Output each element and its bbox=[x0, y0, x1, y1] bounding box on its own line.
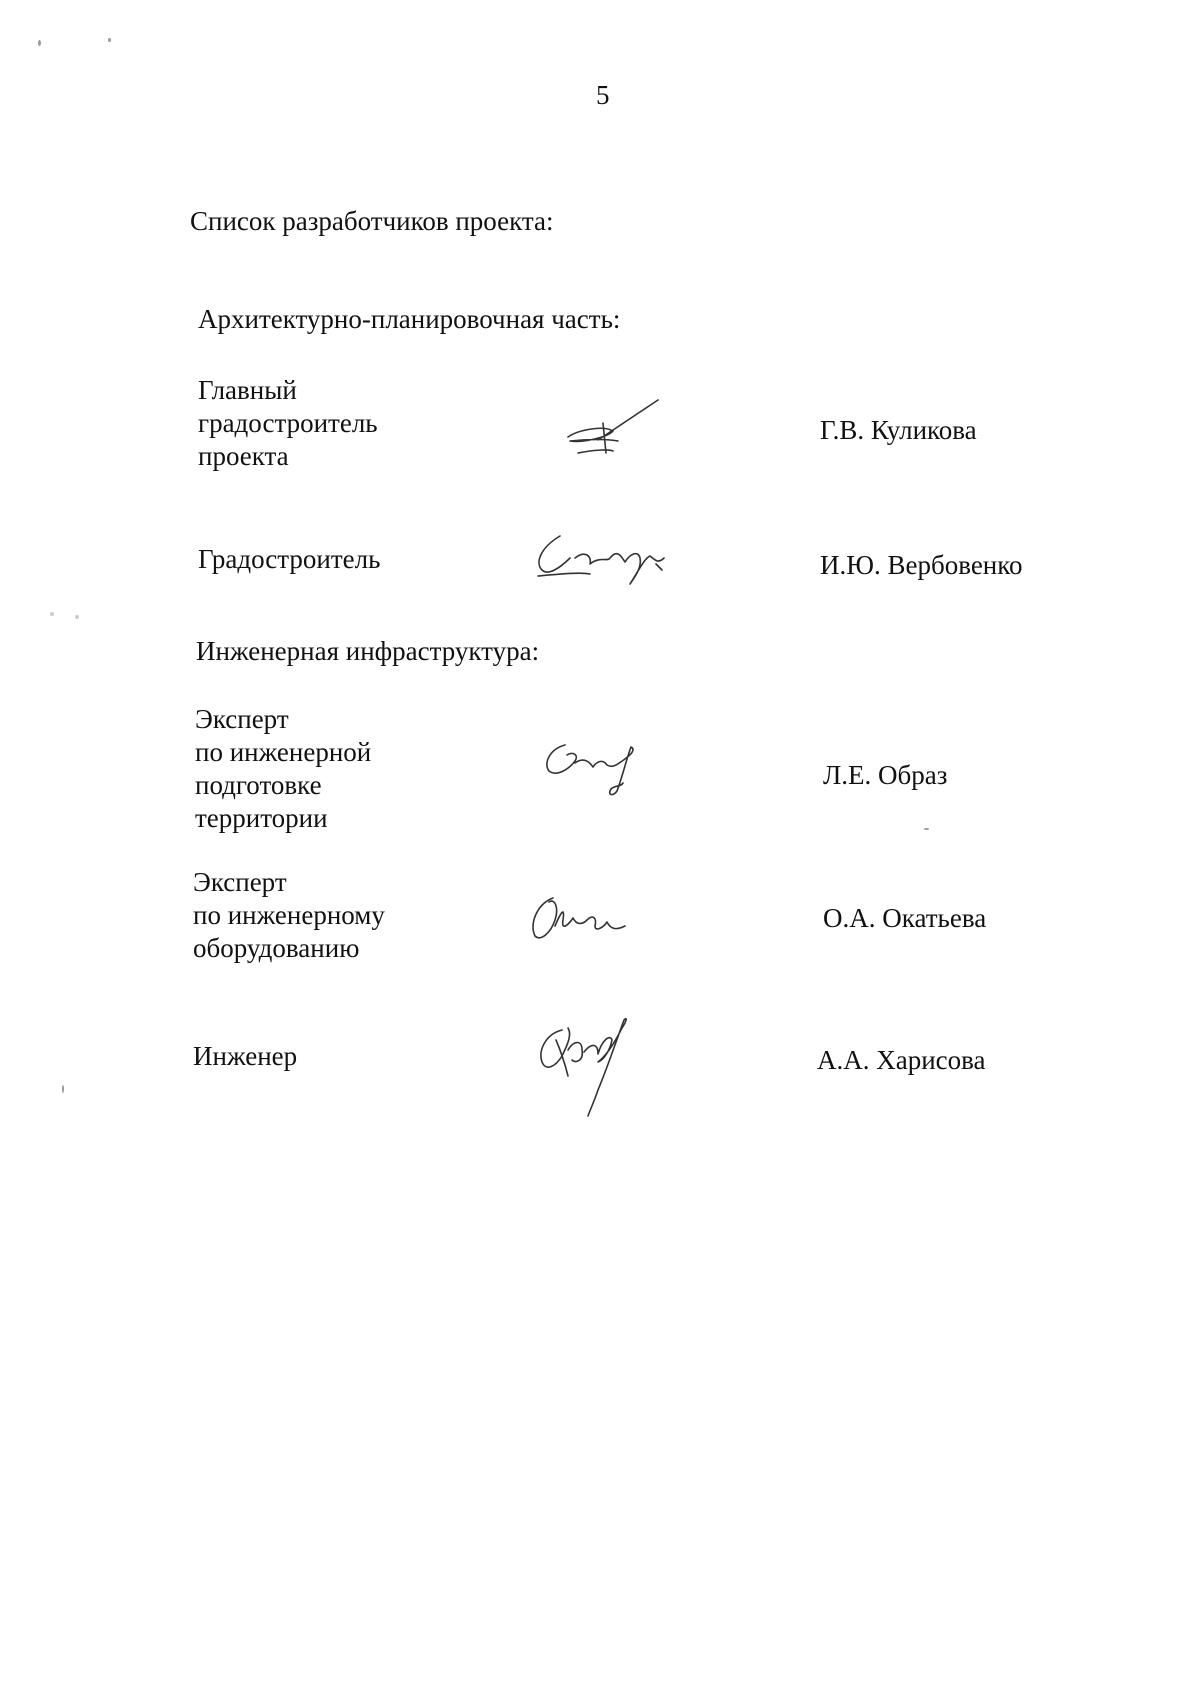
person-name: Г.В. Куликова bbox=[820, 415, 977, 445]
scan-speck bbox=[924, 828, 929, 830]
role-line: Эксперт bbox=[195, 704, 289, 734]
role-line: Инженер bbox=[193, 1041, 298, 1071]
role-urban-planner bbox=[198, 543, 380, 576]
page-number: 5 bbox=[596, 80, 610, 110]
role-line: Главный bbox=[198, 375, 297, 405]
scan-speck bbox=[62, 1085, 64, 1093]
section-heading-engineering: Инженерная инфраструктура: bbox=[196, 636, 540, 666]
role-line: Эксперт bbox=[193, 867, 287, 897]
role-line: территории bbox=[195, 803, 328, 833]
role-line: подготовке bbox=[195, 770, 322, 800]
signature-verbovenko-icon bbox=[530, 528, 700, 598]
section-heading-architecture: Архитектурно-планировочная часть: bbox=[198, 304, 621, 334]
signature-kharisova-icon bbox=[532, 1010, 652, 1120]
scan-speck bbox=[75, 615, 79, 619]
person-name: Л.Е. Образ bbox=[823, 760, 948, 790]
signature-okatyeva-icon bbox=[525, 890, 635, 950]
signature-obraz-icon bbox=[535, 735, 675, 815]
role-chief-urban-planner bbox=[198, 374, 378, 473]
person-name: И.Ю. Вербовенко bbox=[820, 550, 1023, 580]
role-site-preparation-expert bbox=[195, 703, 371, 835]
signature-kulikova-icon bbox=[548, 395, 668, 465]
role-line: оборудованию bbox=[193, 933, 360, 963]
role-line: по инженерному bbox=[193, 900, 385, 930]
role-line: проекта bbox=[198, 441, 289, 471]
role-line: Градостроитель bbox=[198, 544, 381, 574]
person-name: О.А. Окатьева bbox=[823, 903, 987, 933]
scan-speck bbox=[108, 38, 111, 42]
role-engineering-equipment-expert bbox=[193, 866, 385, 965]
role-line: градостроитель bbox=[198, 408, 378, 438]
scan-speck bbox=[50, 612, 54, 616]
page-title: Список разработчиков проекта: bbox=[190, 206, 554, 236]
role-line: по инженерной bbox=[195, 737, 372, 767]
person-name: А.А. Харисова bbox=[817, 1045, 986, 1075]
role-engineer bbox=[193, 1040, 297, 1073]
scan-speck bbox=[38, 40, 41, 46]
